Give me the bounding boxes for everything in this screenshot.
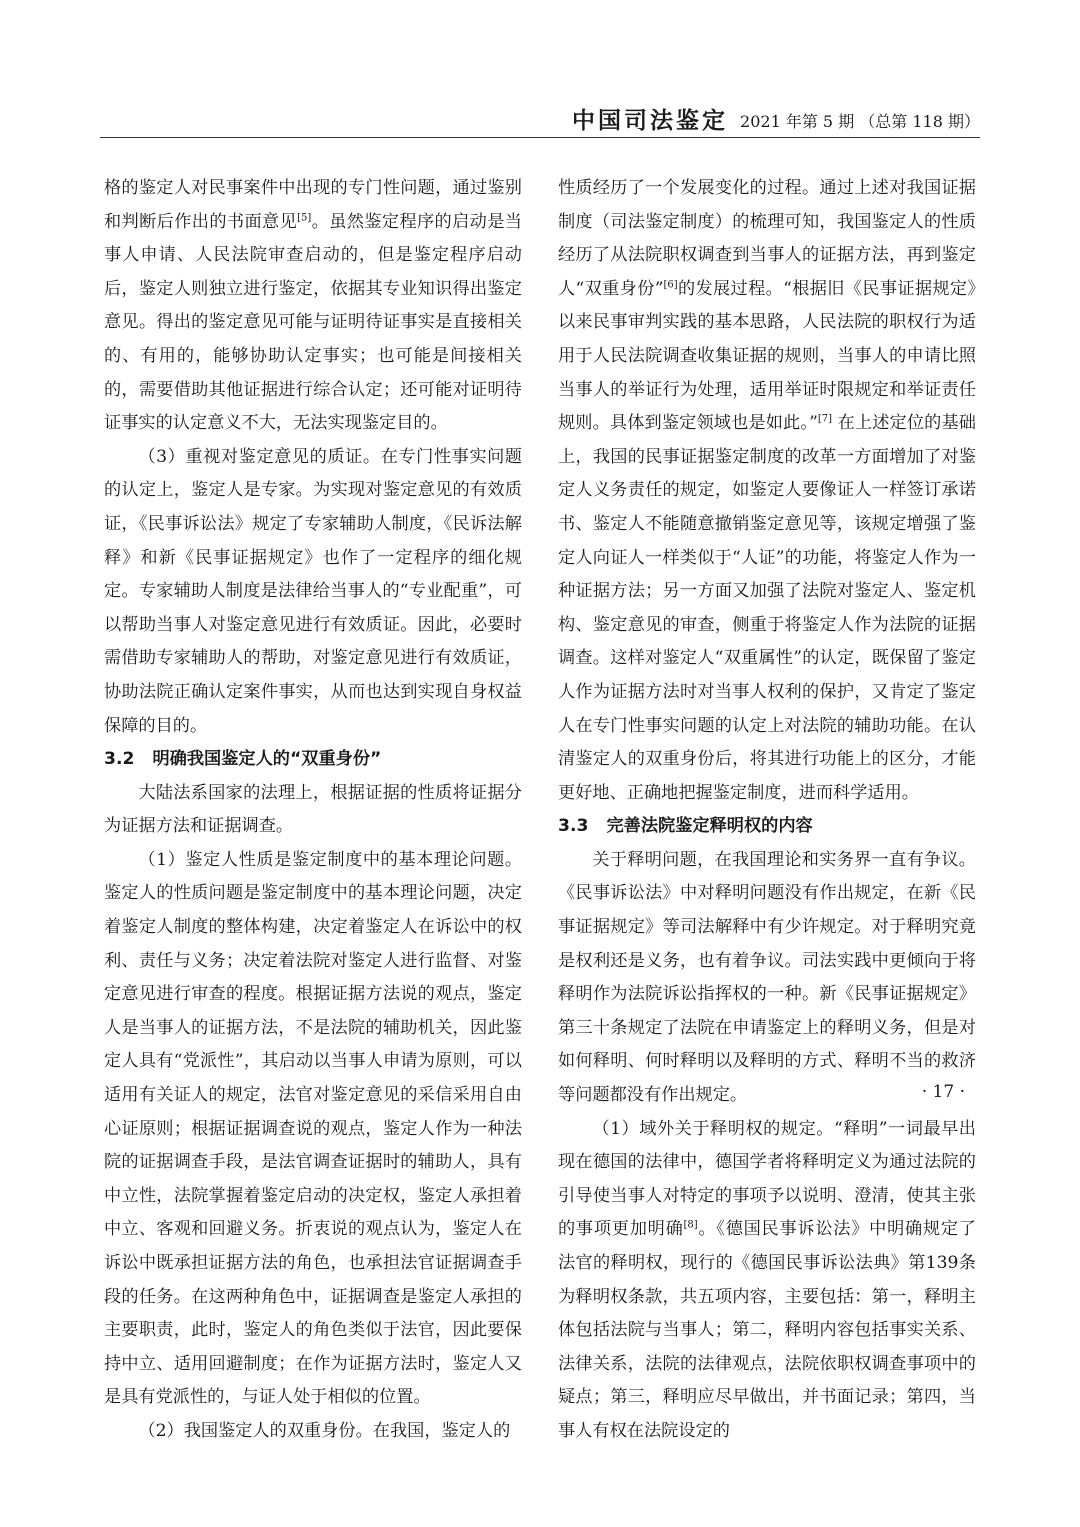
- section-heading-3-2: [104, 743, 522, 777]
- citation: [5]: [297, 211, 312, 223]
- citation: [8]: [683, 1219, 698, 1231]
- paragraph: 大陆法系国家的法理上，根据证据的性质将证据分为证据方法和证据调查。: [104, 782, 522, 837]
- citation: [7]: [817, 413, 833, 425]
- paragraph: （3）重视对鉴定意见的质证。在专门性事实问题的认定上，鉴定人是专家。为实现对鉴定意见的有效质证，《民事诉讼法》规定了专家辅助人制度，《民诉法解释》和新《民事证据规定》也作了一定程序的细化规定。专家辅助人制度是法律给当事人的“专业配重”，可以帮助当事人对鉴定意见进行有效质证。因此，必要时需借助专家辅助人的帮助，对鉴定意见进行有效质证，协助法院正确认定案件事实，从而也达到实现自身权益保障的目的。: [104, 446, 522, 736]
- right-column: [558, 172, 976, 1449]
- issue-info: 2021 年第 5 期 （总第 118 期）: [740, 112, 980, 131]
- paragraph: [558, 1113, 976, 1449]
- journal-name: 中国司法鉴定: [572, 108, 729, 134]
- text: 。《德国民事诉讼法》中明确规定了法官的释明权，现行的《德国民事诉讼法典》第139条为释明权条款，共五项内容，主要包括：第一，释明主体包括法院与当事人；第二，释明内容包括事实关系、法律关系，法院的法律观点，法院依职权调查事项中的疑点；第三，释明应尽早做出，并书面记录；第四，当事人有权在法院设定的: [558, 1219, 976, 1441]
- section-heading-3-3: [558, 810, 976, 844]
- header-rule: [100, 137, 980, 138]
- section-number: 3.2: [104, 749, 135, 770]
- citation: [6]: [663, 279, 678, 291]
- left-column: [104, 172, 522, 1449]
- text: 在上述定位的基础上，我国的民事证据鉴定制度的改革一方面增加了对鉴定人义务责任的规定，如鉴定人要像证人一样签订承诺书、鉴定人不能随意撤销鉴定意见等，该规定增强了鉴定人向证人一样类似于“人证”的功能，将鉴定人作为一种证据方法；另一方面又加强了法院对鉴定人、鉴定机构、鉴定意见的审查，侧重于将鉴定人作为法院的证据调查。这样对鉴定人“双重属性”的认定，既保留了鉴定人作为证据方法时对当事人权利的保护，又肯定了鉴定人在专门性事实问题的认定上对法院的辅助功能。在认清鉴定人的双重身份后，将其进行功能上的区分，才能更好地、正确地把握鉴定制度，进而科学适用。: [558, 413, 976, 803]
- paragraph: 关于释明问题，在我国理论和实务界一直有争议。《民事诉讼法》中对释明问题没有作出规定，在新《民事证据规定》等司法解释中有少许规定。对于释明究竟是权利还是义务，也有着争议。司法实践中更倾向于将释明作为法院诉讼指挥权的一种。新《民事证据规定》第三十条规定了法院在申请鉴定上的释明义务，但是对如何释明、何时释明以及释明的方式、释明不当的救济等问题都没有作出规定。: [558, 849, 976, 1106]
- text: （1）域外关于释明权的规定。“释明”一词最早出现在德国的法律中，德国学者将释明定义为通过法院的引导使当事人对特定的事项予以说明、澄清，使其主张的事项更加明确: [558, 1118, 976, 1240]
- paragraph: （1）鉴定人性质是鉴定制度中的基本理论问题。鉴定人的性质问题是鉴定制度中的基本理论问题，决定着鉴定人制度的整体构建，决定着鉴定人在诉讼中的权利、责任与义务；决定着法院对鉴定人进行监督、对鉴定意见进行审查的程度。根据证据方法说的观点，鉴定人是当事人的证据方法，不是法院的辅助机关，因此鉴定人具有“党派性”，其启动以当事人申请为原则，可以适用有关证人的规定，法官对鉴定意见的采信采用自由心证原则；根据证据调查说的观点，鉴定人作为一种法院的证据调查手段，是法官调查证据时的辅助人，具有中立性，法院掌握着鉴定启动的决定权，鉴定人承担着中立、客观和回避义务。折衷说的观点认为，鉴定人在诉讼中既承担证据方法的角色，也承担法官证据调查手段的任务。在这两种角色中，证据调查是鉴定人承担的主要职责，此时，鉴定人的角色类似于法官，因此要保持中立、适用回避制度；在作为证据方法时，鉴定人又是具有党派性的，与证人处于相似的位置。: [104, 849, 522, 1408]
- paragraph: [558, 172, 976, 810]
- section-number: 3.3: [558, 816, 589, 837]
- text: 性质经历了一个发展变化的过程。通过上述对我国证据制度（司法鉴定制度）的梳理可知，我国鉴定人的性质经历了从法院职权调查到当事人的证据方法，再到鉴定人“双重身份”: [558, 178, 976, 299]
- section-title: 明确我国鉴定人的“双重身份”: [152, 749, 382, 770]
- paragraph: [104, 172, 522, 441]
- paragraph: （2）我国鉴定人的双重身份。在我国，鉴定人的: [138, 1420, 511, 1441]
- running-header: [100, 98, 980, 136]
- text: 。虽然鉴定程序的启动是当事人申请、人民法院审查启动的，但是鉴定程序启动后，鉴定人则独立进行鉴定，依据其专业知识得出鉴定意见。得出的鉴定意见可能与证明待证事实是直接相关的、有用的，能够协助认定事实；也可能是间接相关的，需要借助其他证据进行综合认定；还可能对证明待证事实的认定意义不大，无法实现鉴定目的。: [104, 211, 522, 434]
- text: 的发展过程。“根据旧《民事证据规定》以来民事审判实践的基本思路，人民法院的职权行为适用于人民法院调查收集证据的规则，当事人的申请比照当事人的举证行为处理，适用举证时限规定和举证责任规则。具体到鉴定领域也是如此。”: [558, 278, 976, 434]
- text: 格的鉴定人对民事案件中出现的专门性问题，通过鉴别和判断后作出的书面意见: [104, 178, 522, 232]
- page-number: · 17 ·: [921, 1082, 965, 1102]
- section-title: 完善法院鉴定释明权的内容: [606, 816, 813, 837]
